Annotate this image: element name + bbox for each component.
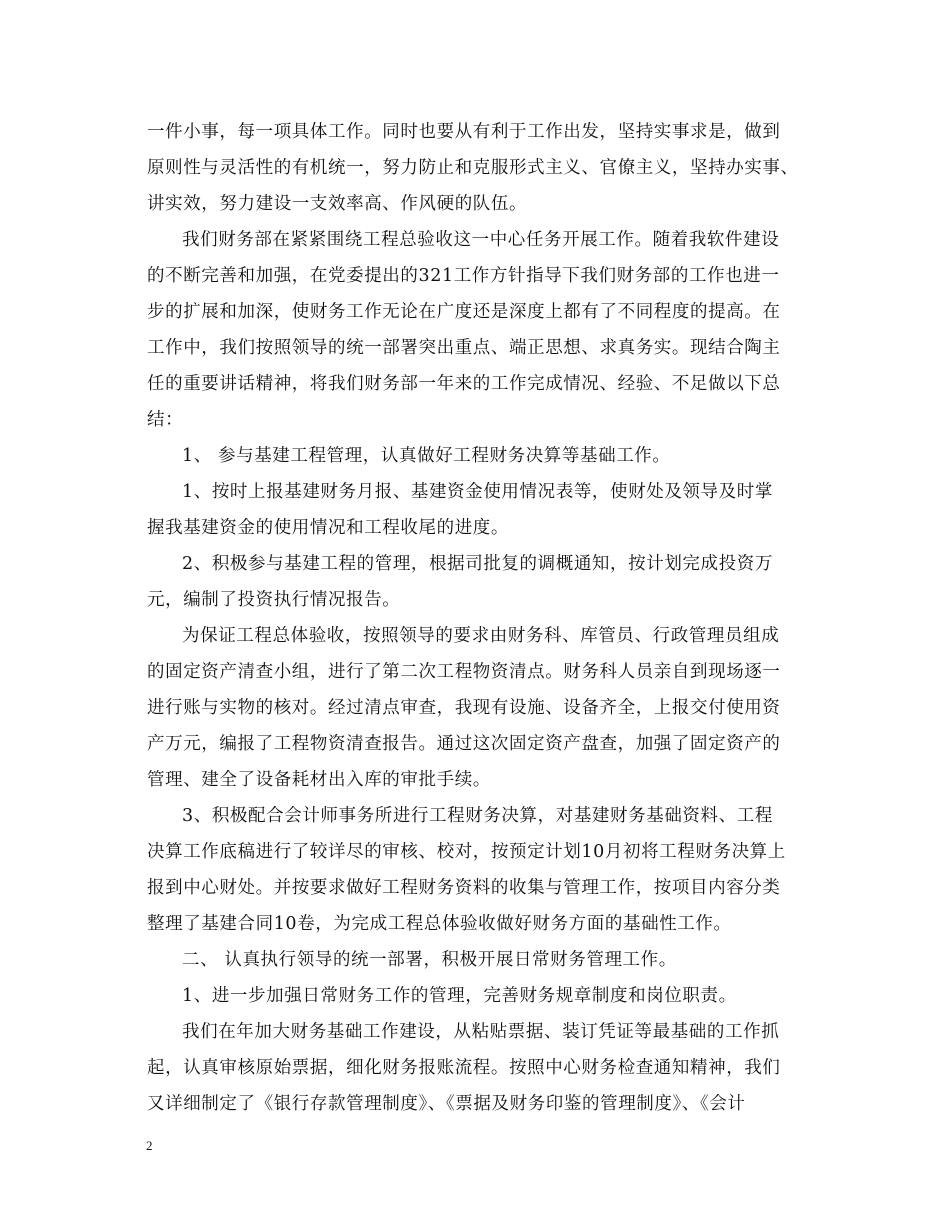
text-line: 的固定资产清查小组，进行了第二次工程物资清点。财务科人员亲自到现场逐一 (147, 662, 781, 682)
text-line: 步的扩展和加深，使财务工作无论在广度还是深度上都有了不同程度的提高。在 (147, 302, 781, 322)
text-line: 产万元，编报了工程物资清查报告。通过这次固定资产盘查，加强了固定资产的 (147, 734, 781, 754)
text-line: 我们财务部在紧紧围绕工程总验收这一中心任务开展工作。随着我软件建设 (182, 230, 780, 250)
text-line: 元，编制了投资执行情况报告。 (147, 590, 401, 610)
text-line: 结： (147, 410, 184, 430)
text-line: 原则性与灵活性的有机统一，努力防止和克服形式主义、官僚主义，坚持办实事、 (147, 158, 799, 178)
text-line: 3、积极配合会计师事务所进行工程财务决算，对基建财务基础资料、工程 (182, 806, 773, 826)
text-line: 进行账与实物的核对。经过清点审查，我现有设施、设备齐全，上报交付使用资 (147, 698, 781, 718)
text-line: 任的重要讲话精神，将我们财务部一年来的工作完成情况、经验、不足做以下总 (147, 374, 781, 394)
text-line: 工作中，我们按照领导的统一部署突出重点、端正思想、求真务实。现结合陶主 (147, 338, 781, 358)
text-line: 决算工作底稿进行了较详尽的审核、校对，按预定计划10月初将工程财务决算上 (147, 842, 786, 862)
text-line: 我们在年加大财务基础工作建设，从粘贴票据、装订凭证等最基础的工作抓 (182, 1022, 780, 1042)
text-line: 管理、建全了设备耗材出入库的审批手续。 (147, 770, 491, 790)
text-line: 为保证工程总体验收，按照领导的要求由财务科、库管员、行政管理员组成 (182, 626, 780, 646)
text-line: 一件小事，每一项具体工作。同时也要从有利于工作出发，坚持实事求是，做到 (147, 122, 781, 142)
text-line: 整理了基建合同10卷，为完成工程总体验收做好财务方面的基础性工作。 (147, 914, 732, 934)
page-number: 2 (146, 1138, 153, 1153)
text-line: 讲实效，努力建设一支效率高、作风硬的队伍。 (147, 194, 528, 214)
section-heading: 1、 参与基建工程管理，认真做好工程财务决算等基础工作。 (182, 446, 671, 466)
text-line: 的不断完善和加强，在党委提出的321工作方针指导下我们财务部的工作也进一 (147, 266, 780, 286)
text-line: 1、进一步加强日常财务工作的管理，完善财务规章制度和岗位职责。 (182, 986, 737, 1006)
text-line: 又详细制定了《银行存款管理制度》、《票据及财务印鉴的管理制度》、《会计 (147, 1094, 746, 1114)
section-heading: 二、 认真执行领导的统一部署，积极开展日常财务管理工作。 (182, 950, 677, 970)
text-line: 起，认真审核原始票据，细化财务报账流程。按照中心财务检查通知精神，我们 (147, 1058, 781, 1078)
text-line: 握我基建资金的使用情况和工程收尾的进度。 (147, 518, 509, 538)
text-line: 报到中心财处。并按要求做好工程财务资料的收集与管理工作，按项目内容分类 (147, 878, 781, 898)
text-line: 1、按时上报基建财务月报、基建资金使用情况表等，使财处及领导及时掌 (182, 482, 773, 502)
text-line: 2、积极参与基建工程的管理，根据司批复的调概通知，按计划完成投资万 (182, 554, 773, 574)
